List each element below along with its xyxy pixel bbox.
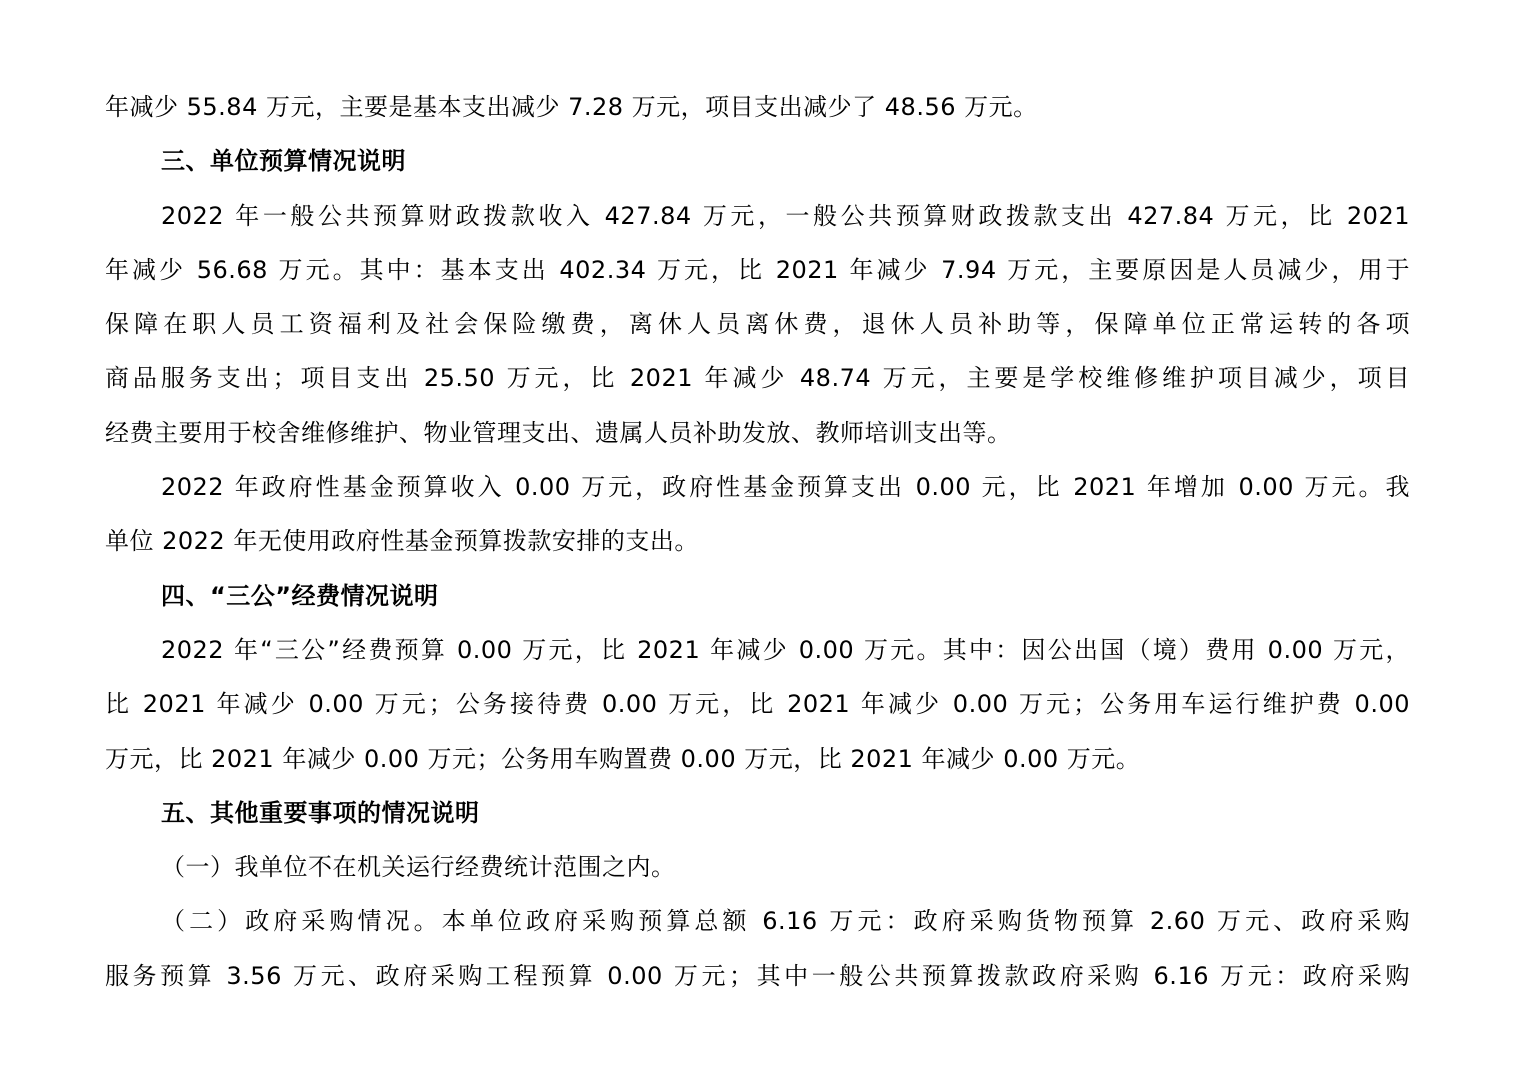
paragraph-line: （一）我单位不在机关运行经费统计范围之内。 (161, 853, 676, 882)
paragraph-line: 万元，比 2021 年减少 0.00 万元；公务用车购置费 0.00 万元，比 2021 年减少 0.00 万元。 (105, 744, 1141, 773)
paragraph-line: 比 2021 年减少 0.00 万元；公务接待费 0.00 万元，比 2021 年减少 0.00 万元；公务用车运行维护费 0.00 (105, 690, 1410, 719)
paragraph-line: 保障在职人员工资福利及社会保险缴费，离休人员离休费，退休人员补助等，保障单位正常运转的各项 (105, 310, 1410, 339)
paragraph-line: 年减少 56.68 万元。其中：基本支出 402.34 万元，比 2021 年减少 7.94 万元，主要原因是人员减少，用于 (105, 255, 1410, 284)
section-heading-4: 四、“三公”经费情况说明 (161, 581, 439, 610)
paragraph-line: 服务预算 3.56 万元、政府采购工程预算 0.00 万元；其中一般公共预算拨款政府采购 6.16 万元：政府采购 (105, 961, 1410, 990)
section-heading-5: 五、其他重要事项的情况说明 (161, 798, 480, 827)
paragraph-line: 2022 年政府性基金预算收入 0.00 万元，政府性基金预算支出 0.00 元，比 2021 年增加 0.00 万元。我 (161, 473, 1410, 502)
paragraph-line: 经费主要用于校舍维修维护、物业管理支出、遗属人员补助发放、教师培训支出等。 (105, 418, 1012, 447)
paragraph-line: 2022 年“三公”经费预算 0.00 万元，比 2021 年减少 0.00 万元。其中：因公出国（境）费用 0.00 万元， (161, 635, 1410, 664)
paragraph-line: 单位 2022 年无使用政府性基金预算拨款安排的支出。 (105, 527, 699, 556)
paragraph-line: 年减少 55.84 万元，主要是基本支出减少 7.28 万元，项目支出减少了 48.56 万元。 (105, 93, 1038, 121)
paragraph-line: （二）政府采购情况。本单位政府采购预算总额 6.16 万元：政府采购货物预算 2.60 万元、政府采购 (161, 907, 1410, 936)
paragraph-line: 2022 年一般公共预算财政拨款收入 427.84 万元，一般公共预算财政拨款支出 427.84 万元，比 2021 (161, 201, 1410, 230)
document-page (105, 80, 1410, 1003)
section-heading-3: 三、单位预算情况说明 (161, 147, 406, 176)
paragraph-line: 商品服务支出；项目支出 25.50 万元，比 2021 年减少 48.74 万元，主要是学校维修维护项目减少，项目 (105, 364, 1410, 393)
